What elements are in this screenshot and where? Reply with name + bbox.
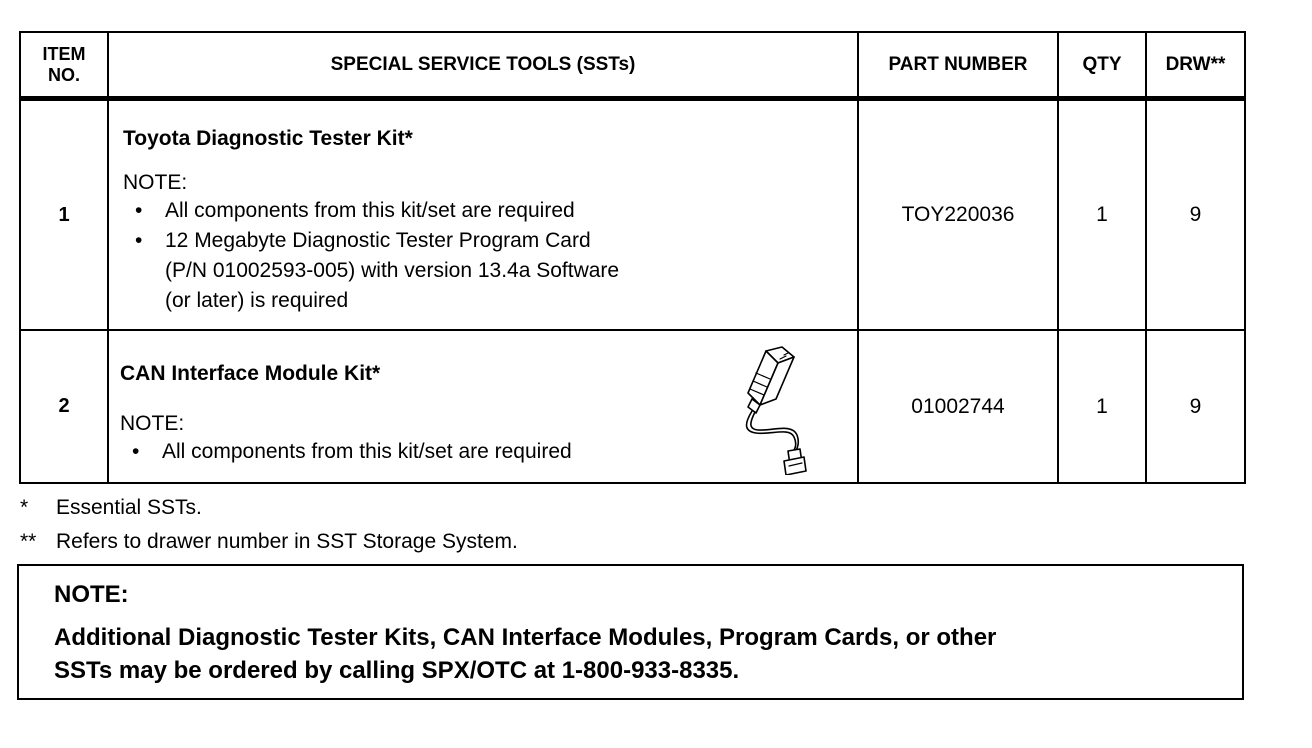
note-box — [17, 564, 1244, 700]
header-drw: DRW** — [1165, 53, 1226, 75]
footnote-mark: * — [20, 496, 29, 519]
list-item — [123, 196, 857, 226]
row2-bullet-1: All components from this kit/set are required — [162, 440, 572, 463]
row2-tool-title: CAN Interface Module Kit* — [120, 362, 381, 385]
header-tools: SPECIAL SERVICE TOOLS (SSTs) — [330, 53, 636, 75]
row1-part-number: TOY220036 — [901, 203, 1015, 226]
row2-qty: 1 — [1096, 394, 1108, 418]
list-item — [123, 226, 857, 316]
header-item-no-line2: NO. — [47, 64, 80, 85]
bullet-icon: • — [132, 440, 140, 463]
sst-table — [19, 31, 1246, 484]
bullet-icon: • — [135, 199, 143, 222]
can-interface-module-icon — [736, 345, 812, 475]
row1-bullet-list — [123, 196, 857, 316]
row2-note-label: NOTE: — [120, 412, 185, 435]
row1-bullet-2-line1: 12 Megabyte Diagnostic Tester Program Card — [165, 229, 591, 252]
row1-bullet-2-line3: (or later) is required — [165, 289, 349, 312]
row2-part-number: 01002744 — [911, 394, 1005, 418]
footnote-drawer — [20, 529, 518, 555]
note-box-line1: Additional Diagnostic Tester Kits, CAN Interface Modules, Program Cards, or other — [54, 624, 997, 651]
note-box-text — [54, 621, 1214, 687]
row1-drw: 9 — [1189, 203, 1202, 226]
row1-qty: 1 — [1096, 203, 1108, 226]
row1-note-label: NOTE: — [123, 171, 188, 194]
row1-tool-title: Toyota Diagnostic Tester Kit* — [123, 127, 413, 150]
footnote-essential — [20, 495, 202, 521]
footnote-text: Refers to drawer number in SST Storage System. — [56, 530, 518, 553]
row1-item-no: 1 — [58, 203, 70, 226]
header-item-no — [21, 33, 107, 96]
note-box-title: NOTE: — [54, 581, 129, 608]
row1-description — [109, 126, 857, 316]
row2-drw: 9 — [1189, 394, 1202, 418]
footnote-text: Essential SSTs. — [56, 496, 202, 519]
bullet-icon: • — [135, 229, 143, 252]
header-qty: QTY — [1082, 53, 1122, 75]
header-item-no-line1: ITEM — [42, 43, 86, 64]
header-part-number: PART NUMBER — [888, 53, 1028, 75]
row1-bullet-2-line2: (P/N 01002593-005) with version 13.4a Software — [165, 259, 620, 282]
row1-bullet-1: All components from this kit/set are required — [165, 199, 575, 222]
note-box-line2: SSTs may be ordered by calling SPX/OTC at 1-800-933-8335. — [54, 657, 740, 684]
row2-item-no: 2 — [58, 395, 70, 417]
footnote-mark: ** — [20, 530, 37, 553]
